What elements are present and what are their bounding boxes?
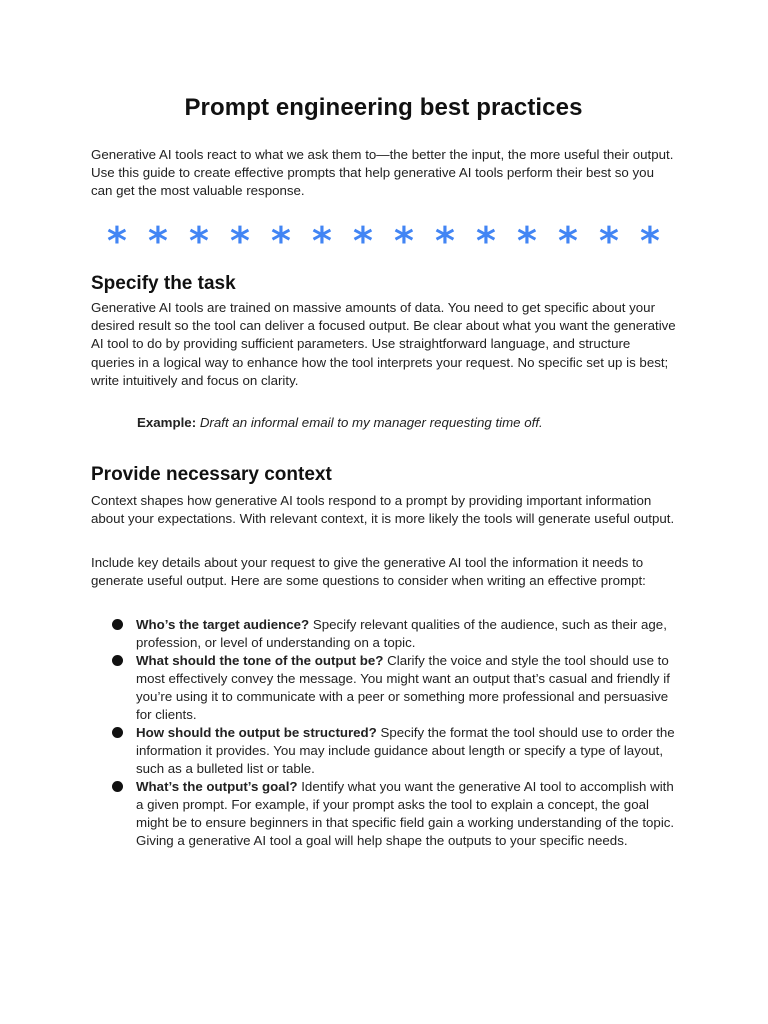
question-answer: Clarify the voice and style the tool should use to most effectively convey the message. You might want an output that’s casual and friendly if you’re using it to communicate with a peer or something more professional and persuasive for clients.	[136, 653, 670, 723]
list-item	[91, 652, 676, 724]
example-label: Example:	[137, 414, 197, 430]
question-answer: Specify relevant qualities of the audience, such as their age, profession, or level of understanding on a topic.	[136, 617, 667, 651]
section-heading-context: Provide necessary context	[91, 463, 332, 485]
bullet-icon	[112, 655, 123, 666]
question-answer: Specify the format the tool should use to order the information it provides. You may include guidance about length or specify a type of layout, such as a bulleted list or table.	[136, 725, 675, 777]
page-title: Prompt engineering best practices	[184, 94, 583, 121]
asterisk-icon: *	[517, 219, 537, 264]
asterisk-icon: *	[353, 219, 373, 264]
list-item	[91, 616, 676, 652]
asterisk-icon: *	[230, 219, 250, 264]
context-paragraph: Context shapes how generative AI tools respond to a prompt by providing important information about your expectations. With relevant context, it is more likely the tools will generate useful output.	[91, 492, 675, 526]
asterisk-icon: *	[189, 219, 209, 264]
question-label: What should the tone of the output be?	[136, 653, 384, 669]
asterisk-icon: *	[271, 219, 291, 264]
asterisk-icon: *	[312, 219, 332, 264]
question-label: Who’s the target audience?	[136, 617, 310, 633]
question-label: What’s the output’s goal?	[136, 779, 298, 795]
asterisk-icon: *	[640, 219, 660, 264]
specify-task-paragraph: Generative AI tools are trained on massive amounts of data. You need to get specific about your desired result so the tool can deliver a focused output. Be clear about what you want the generative AI tool to do by providing sufficient parameters. Use straightforward language, and structure queries in a logical way to enhance how the tool interprets your request. No specific set up is best; write intuitively and focus on clarity.	[91, 300, 676, 388]
asterisk-icon: *	[107, 219, 127, 264]
example-line	[91, 414, 676, 432]
asterisk-icon: *	[435, 219, 455, 264]
asterisk-icon: *	[148, 219, 168, 264]
section-heading-specify-task: Specify the task	[91, 273, 236, 295]
asterisk-icon: *	[558, 219, 578, 264]
asterisk-icon: *	[476, 219, 496, 264]
list-item	[91, 778, 676, 850]
include-details-paragraph: Include key details about your request to give the generative AI tool the information it needs to generate useful output. Here are some questions to consider when writing an effective prompt:	[91, 554, 646, 589]
intro-paragraph: Generative AI tools react to what we ask them to—the better the input, the more useful their output. Use this guide to create effective prompts that help generative AI tools perform their best so you can get the most valuable response.	[91, 147, 674, 199]
question-answer: Identify what you want the generative AI tool to accomplish with a given prompt. For example, if your prompt asks the tool to explain a concept, the goal might be to ensure beginners in that specific field gain a working understanding of the topic. Giving a generative AI tool a goal will help shape the outputs to your specific needs.	[136, 779, 675, 849]
list-item	[91, 724, 676, 778]
asterisk-icon: *	[394, 219, 414, 264]
bullet-icon	[112, 781, 123, 792]
example-text: Draft an informal email to my manager requesting time off.	[199, 414, 543, 430]
asterisk-icon: *	[599, 219, 619, 264]
question-label: How should the output be structured?	[136, 725, 377, 741]
bullet-icon	[112, 727, 123, 738]
bullet-icon	[112, 619, 123, 630]
star-divider	[91, 219, 676, 264]
questions-list	[91, 616, 676, 850]
